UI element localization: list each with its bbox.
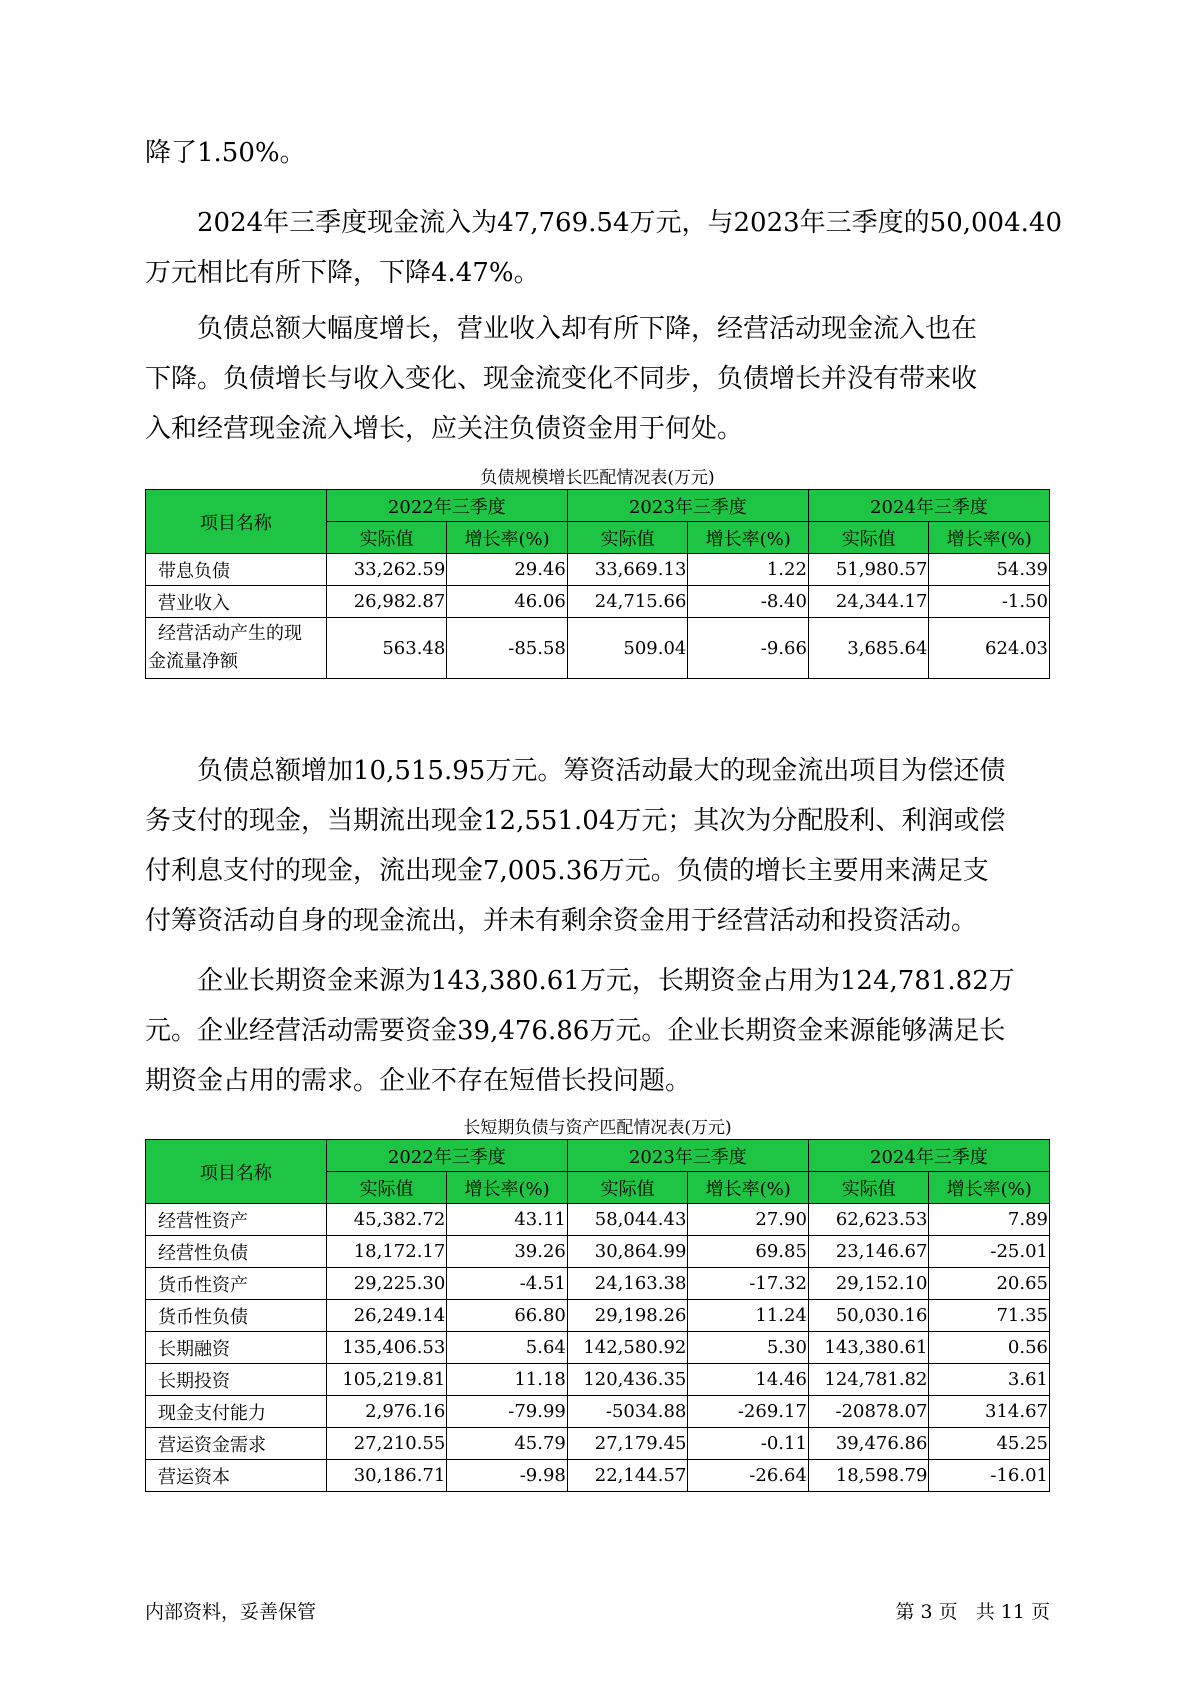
table-row <box>146 1364 1050 1396</box>
actual-value-header: 实际值 <box>567 1172 688 1204</box>
cell-actual: 563.48 <box>326 618 447 679</box>
paragraph-continuation <box>145 128 1050 178</box>
cell-growth: 20.65 <box>929 1268 1050 1300</box>
cell-growth: -0.11 <box>688 1428 809 1460</box>
cell-actual: 18,598.79 <box>808 1460 929 1492</box>
cell-actual: 509.04 <box>567 618 688 679</box>
cell-growth: -16.01 <box>929 1460 1050 1492</box>
cell-growth: -85.58 <box>447 618 568 679</box>
growth-rate-header: 增长率(%) <box>688 522 809 554</box>
cell-actual: 124,781.82 <box>808 1364 929 1396</box>
cell-growth: -1.50 <box>929 586 1050 618</box>
cell-actual: -5034.88 <box>567 1396 688 1428</box>
row-label: 货币性资产 <box>146 1268 327 1300</box>
paragraph-liability-growth <box>145 304 1050 454</box>
actual-value-header: 实际值 <box>808 522 929 554</box>
actual-value-header: 实际值 <box>567 522 688 554</box>
footer-confidential-note: 内部资料，妥善保管 <box>145 1601 317 1623</box>
paragraph-line: 付筹资活动自身的现金流出，并未有剩余资金用于经营活动和投资活动。 <box>145 906 978 936</box>
cell-growth: 11.18 <box>447 1364 568 1396</box>
cell-actual: 22,144.57 <box>567 1460 688 1492</box>
growth-rate-header: 增长率(%) <box>447 1172 568 1204</box>
growth-rate-header: 增长率(%) <box>688 1172 809 1204</box>
cell-actual: 142,580.92 <box>567 1332 688 1364</box>
cell-growth: 45.25 <box>929 1428 1050 1460</box>
paragraph-line: 降了1.50%。 <box>145 138 306 168</box>
cell-growth: 69.85 <box>688 1236 809 1268</box>
table-row <box>146 1268 1050 1300</box>
cell-actual: 29,198.26 <box>567 1300 688 1332</box>
table-row <box>146 1460 1050 1492</box>
cell-actual: 33,669.13 <box>567 554 688 586</box>
row-label: 货币性负债 <box>146 1300 327 1332</box>
table-row <box>146 1396 1050 1428</box>
cell-growth: -25.01 <box>929 1236 1050 1268</box>
cell-actual: 135,406.53 <box>326 1332 447 1364</box>
row-label-line: 经营活动产生的现 <box>158 623 302 644</box>
cell-growth: 3.61 <box>929 1364 1050 1396</box>
growth-rate-header: 增长率(%) <box>447 522 568 554</box>
cell-growth: 54.39 <box>929 554 1050 586</box>
paragraph-line: 付利息支付的现金，流出现金7,005.36万元。负债的增长主要用来满足支 <box>145 856 989 886</box>
paragraph-liability-increase <box>145 746 1050 946</box>
cell-actual: 58,044.43 <box>567 1204 688 1236</box>
cell-actual: 51,980.57 <box>808 554 929 586</box>
paragraph-line: 务支付的现金，当期流出现金12,551.04万元；其次为分配股利、利润或偿 <box>145 806 1006 836</box>
cell-actual: 26,249.14 <box>326 1300 447 1332</box>
cell-actual: 33,262.59 <box>326 554 447 586</box>
row-label: 经营性资产 <box>146 1204 327 1236</box>
table-row <box>146 554 1050 586</box>
cell-actual: 39,476.86 <box>808 1428 929 1460</box>
table-row <box>146 618 1050 679</box>
actual-value-header: 实际值 <box>808 1172 929 1204</box>
cell-growth: 624.03 <box>929 618 1050 679</box>
cell-actual: 30,186.71 <box>326 1460 447 1492</box>
cell-growth: -4.51 <box>447 1268 568 1300</box>
table-row <box>146 1332 1050 1364</box>
row-label: 长期投资 <box>146 1364 327 1396</box>
cell-growth: 314.67 <box>929 1396 1050 1428</box>
table2-caption: 长短期负债与资产匹配情况表(万元) <box>463 1118 732 1138</box>
actual-value-header: 实际值 <box>326 522 447 554</box>
row-label-line: 金流量净额 <box>148 651 238 672</box>
table-row <box>146 1428 1050 1460</box>
cell-actual: 120,436.35 <box>567 1364 688 1396</box>
table-row <box>146 1204 1050 1236</box>
cell-growth: 71.35 <box>929 1300 1050 1332</box>
cell-growth: 11.24 <box>688 1300 809 1332</box>
row-label: 经营性负债 <box>146 1236 327 1268</box>
paragraph-line: 2024年三季度现金流入为47,769.54万元，与2023年三季度的50,004.40 <box>197 208 1062 238</box>
cell-growth: 1.22 <box>688 554 809 586</box>
paragraph-line: 负债总额大幅度增长，营业收入却有所下降，经营活动现金流入也在 <box>197 314 978 344</box>
row-label: 长期融资 <box>146 1332 327 1364</box>
cell-actual: 62,623.53 <box>808 1204 929 1236</box>
cell-growth: 29.46 <box>447 554 568 586</box>
paragraph-line: 元。企业经营活动需要资金39,476.86万元。企业长期资金来源能够满足长 <box>145 1016 1006 1046</box>
table-row <box>146 1300 1050 1332</box>
growth-rate-header: 增长率(%) <box>929 1172 1050 1204</box>
row-label: 营运资金需求 <box>146 1428 327 1460</box>
liability-scale-table <box>145 489 1050 679</box>
paragraph-line: 下降。负债增长与收入变化、现金流变化不同步，负债增长并没有带来收 <box>145 364 978 394</box>
cell-growth: 45.79 <box>447 1428 568 1460</box>
long-short-match-table <box>145 1139 1050 1492</box>
cell-actual: 26,982.87 <box>326 586 447 618</box>
cell-actual: 29,152.10 <box>808 1268 929 1300</box>
row-label: 带息负债 <box>146 554 327 586</box>
cell-growth: 46.06 <box>447 586 568 618</box>
period-header: 2024年三季度 <box>808 490 1049 522</box>
cell-actual: 29,225.30 <box>326 1268 447 1300</box>
cell-growth: 14.46 <box>688 1364 809 1396</box>
paragraph-line: 企业长期资金来源为143,380.61万元，长期资金占用为124,781.82万 <box>197 966 1015 996</box>
cell-actual: 143,380.61 <box>808 1332 929 1364</box>
cell-actual: 24,163.38 <box>567 1268 688 1300</box>
cell-actual: 2,976.16 <box>326 1396 447 1428</box>
cell-growth: 43.11 <box>447 1204 568 1236</box>
paragraph-line: 万元相比有所下降，下降4.47%。 <box>145 258 540 288</box>
cell-growth: -26.64 <box>688 1460 809 1492</box>
cell-growth: -9.66 <box>688 618 809 679</box>
row-label: 现金支付能力 <box>146 1396 327 1428</box>
actual-value-header: 实际值 <box>326 1172 447 1204</box>
paragraph-long-term-funds <box>145 956 1050 1106</box>
paragraph-line: 负债总额增加10,515.95万元。筹资活动最大的现金流出项目为偿还债 <box>197 756 1006 786</box>
cell-growth: 0.56 <box>929 1332 1050 1364</box>
cell-growth: 27.90 <box>688 1204 809 1236</box>
row-label: 营业收入 <box>146 586 327 618</box>
cell-growth: -79.99 <box>447 1396 568 1428</box>
cell-growth: 5.64 <box>447 1332 568 1364</box>
cell-actual: 27,210.55 <box>326 1428 447 1460</box>
paragraph-line: 期资金占用的需求。企业不存在短借长投问题。 <box>145 1066 692 1096</box>
cell-growth: -8.40 <box>688 586 809 618</box>
cell-actual: 18,172.17 <box>326 1236 447 1268</box>
cell-actual: 24,715.66 <box>567 586 688 618</box>
item-name-header: 项目名称 <box>146 490 327 554</box>
cell-actual: 45,382.72 <box>326 1204 447 1236</box>
cell-growth: 66.80 <box>447 1300 568 1332</box>
footer-page-number: 第 3 页 共 11 页 <box>895 1601 1050 1623</box>
cell-growth: -9.98 <box>447 1460 568 1492</box>
table1-caption: 负债规模增长匹配情况表(万元) <box>480 468 715 488</box>
cell-actual: -20878.07 <box>808 1396 929 1428</box>
cell-growth: -269.17 <box>688 1396 809 1428</box>
cell-actual: 30,864.99 <box>567 1236 688 1268</box>
cell-growth: 7.89 <box>929 1204 1050 1236</box>
cell-actual: 105,219.81 <box>326 1364 447 1396</box>
item-name-header: 项目名称 <box>146 1140 327 1204</box>
period-header: 2022年三季度 <box>326 1140 567 1172</box>
table-row <box>146 1236 1050 1268</box>
cell-actual: 27,179.45 <box>567 1428 688 1460</box>
cell-actual: 23,146.67 <box>808 1236 929 1268</box>
cell-growth: -17.32 <box>688 1268 809 1300</box>
period-header: 2022年三季度 <box>326 490 567 522</box>
paragraph-cash-inflow <box>145 198 1062 298</box>
row-label: 营运资本 <box>146 1460 327 1492</box>
cell-actual: 3,685.64 <box>808 618 929 679</box>
growth-rate-header: 增长率(%) <box>929 522 1050 554</box>
period-header: 2023年三季度 <box>567 490 808 522</box>
row-label <box>146 618 327 679</box>
period-header: 2023年三季度 <box>567 1140 808 1172</box>
cell-actual: 50,030.16 <box>808 1300 929 1332</box>
paragraph-line: 入和经营现金流入增长，应关注负债资金用于何处。 <box>145 414 744 444</box>
cell-growth: 5.30 <box>688 1332 809 1364</box>
table-row <box>146 586 1050 618</box>
cell-growth: 39.26 <box>447 1236 568 1268</box>
cell-actual: 24,344.17 <box>808 586 929 618</box>
period-header: 2024年三季度 <box>808 1140 1049 1172</box>
